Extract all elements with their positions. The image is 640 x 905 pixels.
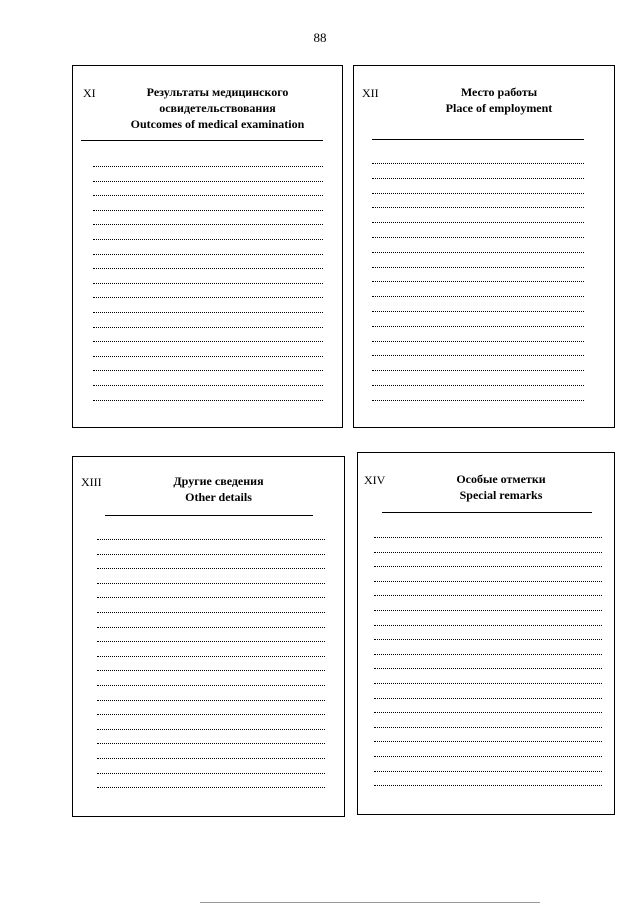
section-xii-title-underline <box>372 139 584 140</box>
dotted-entry-line <box>97 743 325 744</box>
dotted-entry-line <box>93 224 323 225</box>
dotted-entry-line <box>97 714 325 715</box>
section-xii-box <box>353 65 615 428</box>
dotted-entry-line <box>97 597 325 598</box>
dotted-entry-line <box>374 712 602 713</box>
dotted-entry-line <box>97 656 325 657</box>
dotted-entry-line <box>93 297 323 298</box>
page-number: 88 <box>313 30 327 45</box>
dotted-entry-line <box>97 568 325 569</box>
dotted-entry-line <box>374 683 602 684</box>
dotted-entry-line <box>372 341 584 342</box>
dotted-entry-line <box>372 281 584 282</box>
dotted-entry-line <box>372 163 584 164</box>
dotted-entry-line <box>372 267 584 268</box>
dotted-entry-line <box>372 222 584 223</box>
dotted-entry-line <box>372 193 584 194</box>
dotted-entry-line <box>93 181 323 182</box>
dotted-entry-line <box>372 237 584 238</box>
dotted-entry-line <box>97 612 325 613</box>
dotted-entry-line <box>372 311 584 312</box>
section-xiii-numeral: XIII <box>81 475 102 489</box>
section-xi-numeral: XI <box>83 86 96 100</box>
dotted-entry-line <box>93 210 323 211</box>
scan-edge-mark <box>200 902 540 903</box>
section-xii-title-en: Place of employment <box>445 101 553 115</box>
dotted-entry-line <box>93 370 323 371</box>
dotted-entry-line <box>372 252 584 253</box>
dotted-entry-line <box>372 355 584 356</box>
dotted-entry-line <box>97 641 325 642</box>
section-xi-title-underline <box>81 140 323 141</box>
section-xiv-numeral: XIV <box>364 473 386 487</box>
dotted-entry-line <box>97 554 325 555</box>
dotted-entry-line <box>97 670 325 671</box>
dotted-entry-line <box>93 239 323 240</box>
section-xii-numeral: XII <box>362 86 379 100</box>
dotted-entry-line <box>374 668 602 669</box>
section-xii-title <box>354 84 614 116</box>
dotted-entry-line <box>97 729 325 730</box>
section-xi-box <box>72 65 343 428</box>
dotted-entry-line <box>372 370 584 371</box>
dotted-entry-line <box>374 625 602 626</box>
dotted-entry-line <box>372 296 584 297</box>
dotted-entry-line <box>93 356 323 357</box>
dotted-entry-line <box>372 207 584 208</box>
dotted-entry-line <box>97 773 325 774</box>
dotted-entry-line <box>97 627 325 628</box>
section-xii-title-ru: Место работы <box>460 85 538 99</box>
dotted-entry-line <box>374 552 602 553</box>
dotted-entry-line <box>374 610 602 611</box>
dotted-entry-line <box>374 566 602 567</box>
dotted-entry-line <box>93 312 323 313</box>
dotted-entry-line <box>374 581 602 582</box>
dotted-entry-line <box>372 385 584 386</box>
dotted-entry-line <box>93 385 323 386</box>
dotted-entry-line <box>93 283 323 284</box>
section-xiii-title-underline <box>105 515 313 516</box>
section-xiv-box <box>357 452 615 815</box>
dotted-entry-line <box>372 326 584 327</box>
dotted-entry-line <box>374 771 602 772</box>
dotted-entry-line <box>93 341 323 342</box>
dotted-entry-line <box>374 639 602 640</box>
section-xi-title-en: Outcomes of medical examination <box>130 117 305 131</box>
dotted-entry-line <box>374 741 602 742</box>
section-xiii-title <box>73 473 344 505</box>
dotted-entry-line <box>93 268 323 269</box>
dotted-entry-line <box>374 698 602 699</box>
dotted-entry-line <box>97 583 325 584</box>
section-xiii-box <box>72 456 345 817</box>
dotted-entry-line <box>374 727 602 728</box>
section-xiii-title-ru: Другие сведения <box>173 474 264 488</box>
dotted-entry-line <box>374 756 602 757</box>
dotted-entry-line <box>374 537 602 538</box>
dotted-entry-line <box>93 327 323 328</box>
dotted-entry-line <box>93 166 323 167</box>
dotted-entry-line <box>97 539 325 540</box>
dotted-entry-line <box>97 758 325 759</box>
section-xiv-title <box>358 471 614 503</box>
section-xiv-title-underline <box>382 512 592 513</box>
section-xiv-title-ru: Особые отметки <box>456 472 546 486</box>
dotted-entry-line <box>372 400 584 401</box>
dotted-entry-line <box>374 785 602 786</box>
section-xi-title-ru-1: Результаты медицинского <box>146 85 289 99</box>
dotted-entry-line <box>97 685 325 686</box>
dotted-entry-line <box>93 400 323 401</box>
dotted-entry-line <box>374 654 602 655</box>
dotted-entry-line <box>97 787 325 788</box>
section-xiv-title-en: Special remarks <box>459 488 543 502</box>
dotted-entry-line <box>374 595 602 596</box>
section-xiii-title-en: Other details <box>185 490 252 504</box>
dotted-entry-line <box>93 254 323 255</box>
section-xi-title <box>73 84 342 132</box>
dotted-entry-line <box>97 700 325 701</box>
dotted-entry-line <box>372 178 584 179</box>
section-xi-title-ru-2: освидетельствования <box>159 101 276 115</box>
dotted-entry-line <box>93 195 323 196</box>
